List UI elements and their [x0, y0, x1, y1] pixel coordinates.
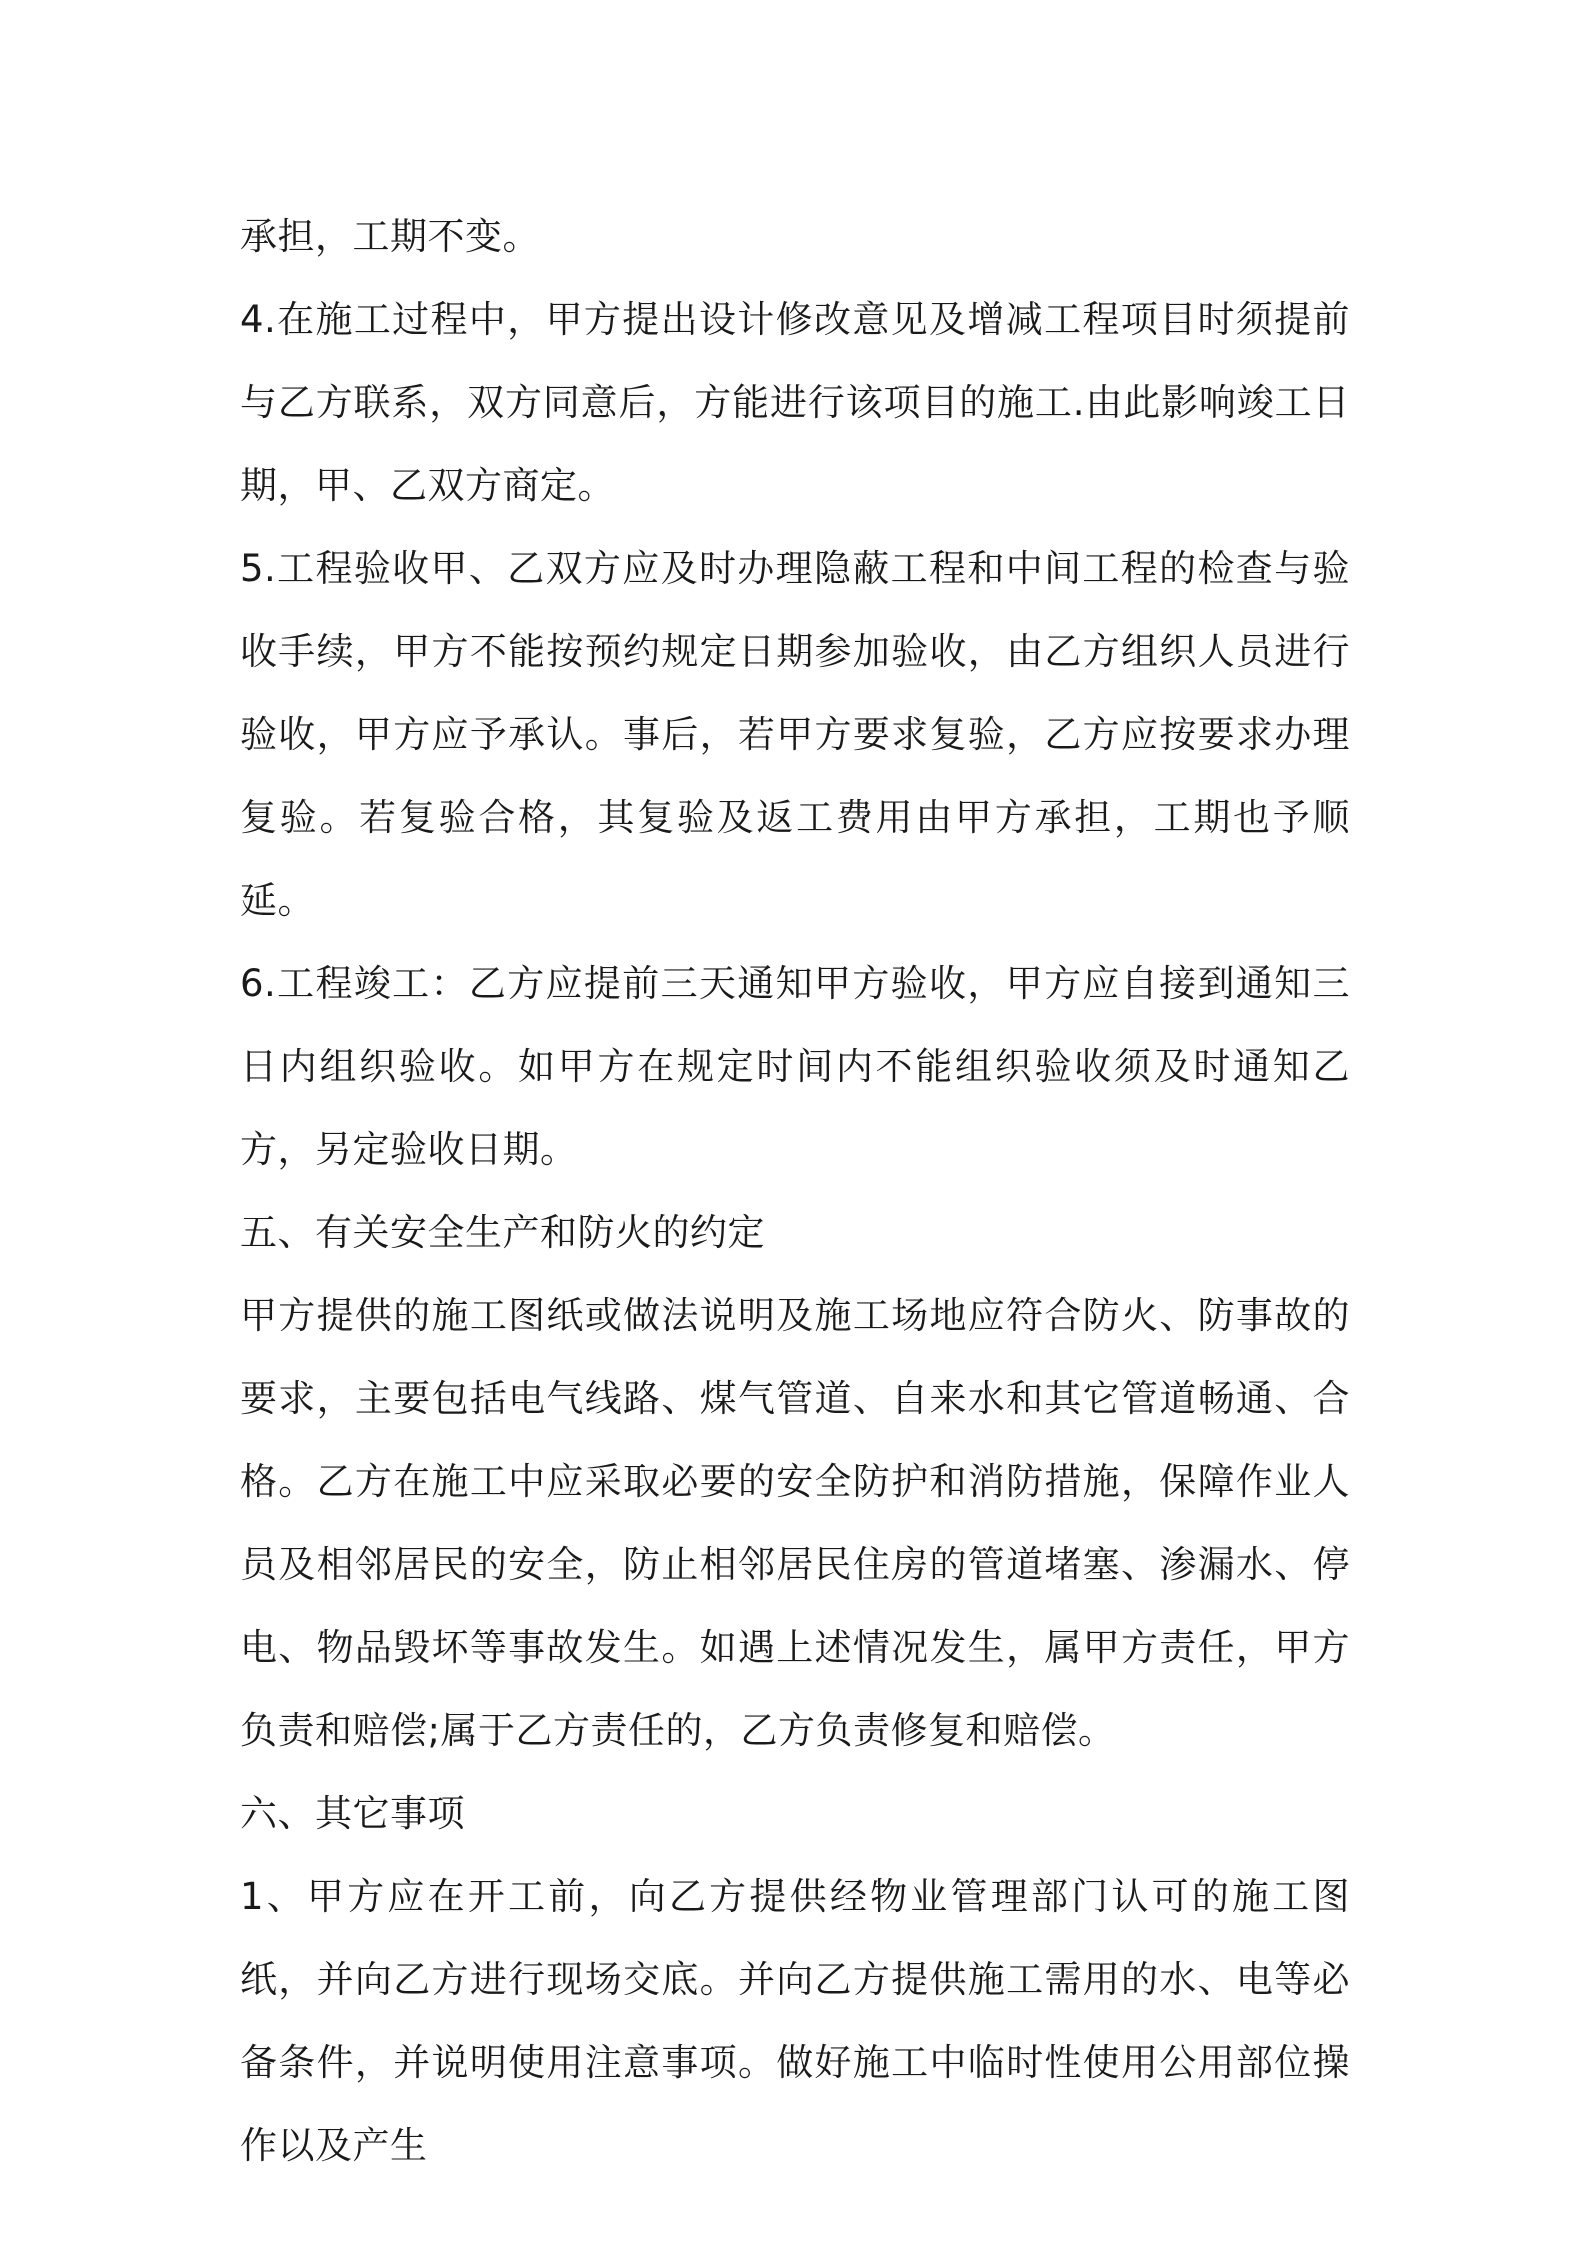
paragraph-continuation: 承担，工期不变。 — [240, 215, 540, 258]
paragraph-safety: 甲方提供的施工图纸或做法说明及施工场地应符合防火、防事故的要求，主要包括电气线路、煤气管道、自来水和其它管道畅通、合格。乙方在施工中应采取必要的安全防护和消防措施，保障作业人员及相邻居民的安全，防止相邻居民住房的管道堵塞、渗漏水、停电、物品毁坏等事故发生。如遇上述情况发生，属甲方责任，甲方负责和赔偿;属于乙方责任的，乙方负责修复和赔偿。 — [240, 1294, 1350, 1752]
paragraph-item-6: 6.工程竣工：乙方应提前三天通知甲方验收，甲方应自接到通知三日内组织验收。如甲方在规定时间内不能组织验收须及时通知乙方，另定验收日期。 — [240, 962, 1350, 1171]
section-heading-6: 六、其它事项 — [240, 1792, 465, 1835]
document-body — [240, 195, 1350, 2187]
paragraph-other-1: 1、甲方应在开工前，向乙方提供经物业管理部门认可的施工图纸，并向乙方进行现场交底。并向乙方提供施工需用的水、电等必备条件，并说明使用注意事项。做好施工中临时性使用公用部位操作以及产生 — [240, 1875, 1350, 2167]
section-heading-5: 五、有关安全生产和防火的约定 — [240, 1211, 765, 1254]
paragraph-item-4: 4.在施工过程中，甲方提出设计修改意见及增减工程项目时须提前与乙方联系，双方同意后，方能进行该项目的施工.由此影响竣工日期，甲、乙双方商定。 — [240, 298, 1350, 507]
paragraph-item-5: 5.工程验收甲、乙双方应及时办理隐蔽工程和中间工程的检查与验收手续，甲方不能按预约规定日期参加验收，由乙方组织人员进行验收，甲方应予承认。事后，若甲方要求复验，乙方应按要求办理复验。若复验合格，其复验及返工费用由甲方承担，工期也予顺延。 — [240, 547, 1350, 922]
